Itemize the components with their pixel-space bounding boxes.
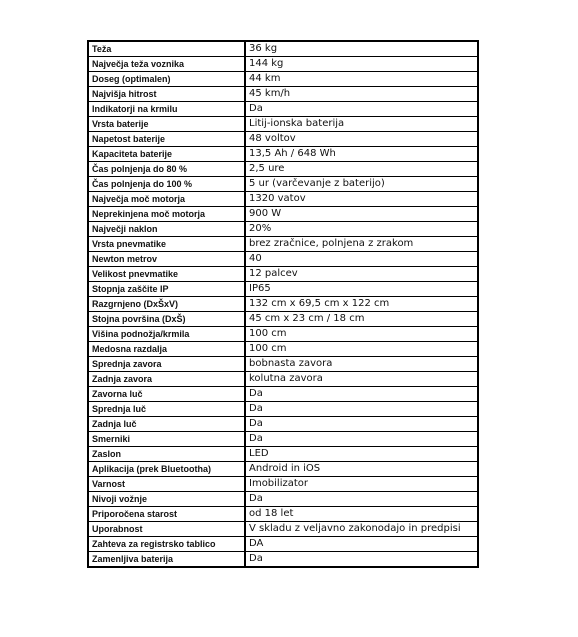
spec-value: 44 km xyxy=(245,72,478,87)
spec-label: Zadnja zavora xyxy=(88,372,245,387)
spec-label: Čas polnjenja do 100 % xyxy=(88,177,245,192)
table-row xyxy=(88,237,478,252)
spec-label: Neprekinjena moč motorja xyxy=(88,207,245,222)
spec-value: Da xyxy=(245,402,478,417)
spec-label: Vrsta pnevmatike xyxy=(88,237,245,252)
spec-value: 100 cm xyxy=(245,327,478,342)
spec-label: Sprednja zavora xyxy=(88,357,245,372)
spec-label: Zavorna luč xyxy=(88,387,245,402)
table-row xyxy=(88,342,478,357)
spec-label: Razgrnjeno (DxŠxV) xyxy=(88,297,245,312)
spec-value: Litij-ionska baterija xyxy=(245,117,478,132)
spec-label: Newton metrov xyxy=(88,252,245,267)
table-row xyxy=(88,312,478,327)
spec-value: Android in iOS xyxy=(245,462,478,477)
spec-value: 48 voltov xyxy=(245,132,478,147)
table-row xyxy=(88,297,478,312)
spec-label: Medosna razdalja xyxy=(88,342,245,357)
spec-label: Stojna površina (DxŠ) xyxy=(88,312,245,327)
spec-value: IP65 xyxy=(245,282,478,297)
spec-value: V skladu z veljavno zakonodajo in predpisi xyxy=(245,522,478,537)
spec-label: Višina podnožja/krmila xyxy=(88,327,245,342)
spec-label: Varnost xyxy=(88,477,245,492)
spec-label: Zadnja luč xyxy=(88,417,245,432)
spec-label: Aplikacija (prek Bluetootha) xyxy=(88,462,245,477)
spec-label: Zahteva za registrsko tablico xyxy=(88,537,245,552)
spec-label: Stopnja zaščite IP xyxy=(88,282,245,297)
table-row xyxy=(88,417,478,432)
spec-label: Kapaciteta baterije xyxy=(88,147,245,162)
table-row xyxy=(88,492,478,507)
spec-value: Da xyxy=(245,102,478,117)
spec-value: 45 cm x 23 cm / 18 cm xyxy=(245,312,478,327)
table-row xyxy=(88,132,478,147)
table-row xyxy=(88,552,478,568)
table-row xyxy=(88,432,478,447)
table-row xyxy=(88,57,478,72)
spec-value: 100 cm xyxy=(245,342,478,357)
spec-value: Da xyxy=(245,387,478,402)
spec-label: Nivoji vožnje xyxy=(88,492,245,507)
spec-value: 12 palcev xyxy=(245,267,478,282)
spec-label: Doseg (optimalen) xyxy=(88,72,245,87)
spec-label: Sprednja luč xyxy=(88,402,245,417)
table-row xyxy=(88,507,478,522)
spec-label: Največja moč motorja xyxy=(88,192,245,207)
table-row xyxy=(88,207,478,222)
table-row xyxy=(88,147,478,162)
spec-value: Da xyxy=(245,492,478,507)
spec-value: brez zračnice, polnjena z zrakom xyxy=(245,237,478,252)
spec-value: 2,5 ure xyxy=(245,162,478,177)
table-row xyxy=(88,462,478,477)
spec-value: 45 km/h xyxy=(245,87,478,102)
spec-value: bobnasta zavora xyxy=(245,357,478,372)
spec-label: Vrsta baterije xyxy=(88,117,245,132)
table-row xyxy=(88,522,478,537)
spec-label: Največja teža voznika xyxy=(88,57,245,72)
spec-label: Priporočena starost xyxy=(88,507,245,522)
table-row xyxy=(88,162,478,177)
spec-value: 40 xyxy=(245,252,478,267)
spec-label: Zamenljiva baterija xyxy=(88,552,245,568)
table-row xyxy=(88,252,478,267)
table-row xyxy=(88,357,478,372)
spec-label: Napetost baterije xyxy=(88,132,245,147)
spec-value: 36 kg xyxy=(245,41,478,57)
table-row xyxy=(88,87,478,102)
table-row xyxy=(88,372,478,387)
spec-label: Velikost pnevmatike xyxy=(88,267,245,282)
spec-label: Zaslon xyxy=(88,447,245,462)
spec-value: LED xyxy=(245,447,478,462)
specifications-table xyxy=(87,40,479,568)
table-row xyxy=(88,72,478,87)
spec-label: Indikatorji na krmilu xyxy=(88,102,245,117)
table-row xyxy=(88,477,478,492)
spec-label: Največji naklon xyxy=(88,222,245,237)
table-row xyxy=(88,387,478,402)
spec-value: od 18 let xyxy=(245,507,478,522)
spec-value: Da xyxy=(245,552,478,568)
spec-value: 144 kg xyxy=(245,57,478,72)
table-row xyxy=(88,117,478,132)
table-row xyxy=(88,177,478,192)
spec-value: Da xyxy=(245,432,478,447)
table-row xyxy=(88,327,478,342)
spec-value: 13,5 Ah / 648 Wh xyxy=(245,147,478,162)
table-row xyxy=(88,41,478,57)
spec-value: DA xyxy=(245,537,478,552)
spec-label: Čas polnjenja do 80 % xyxy=(88,162,245,177)
spec-label: Teža xyxy=(88,41,245,57)
spec-label: Uporabnost xyxy=(88,522,245,537)
spec-label: Najvišja hitrost xyxy=(88,87,245,102)
table-row xyxy=(88,222,478,237)
spec-value: kolutna zavora xyxy=(245,372,478,387)
table-row xyxy=(88,192,478,207)
spec-value: 20% xyxy=(245,222,478,237)
table-row xyxy=(88,402,478,417)
spec-value: 5 ur (varčevanje z baterijo) xyxy=(245,177,478,192)
table-row xyxy=(88,282,478,297)
table-row xyxy=(88,447,478,462)
table-row xyxy=(88,537,478,552)
table-row xyxy=(88,267,478,282)
spec-value: 1320 vatov xyxy=(245,192,478,207)
spec-value: 132 cm x 69,5 cm x 122 cm xyxy=(245,297,478,312)
spec-value: Imobilizator xyxy=(245,477,478,492)
spec-label: Smerniki xyxy=(88,432,245,447)
spec-value: Da xyxy=(245,417,478,432)
spec-value: 900 W xyxy=(245,207,478,222)
table-row xyxy=(88,102,478,117)
specifications-table-body xyxy=(88,41,478,567)
